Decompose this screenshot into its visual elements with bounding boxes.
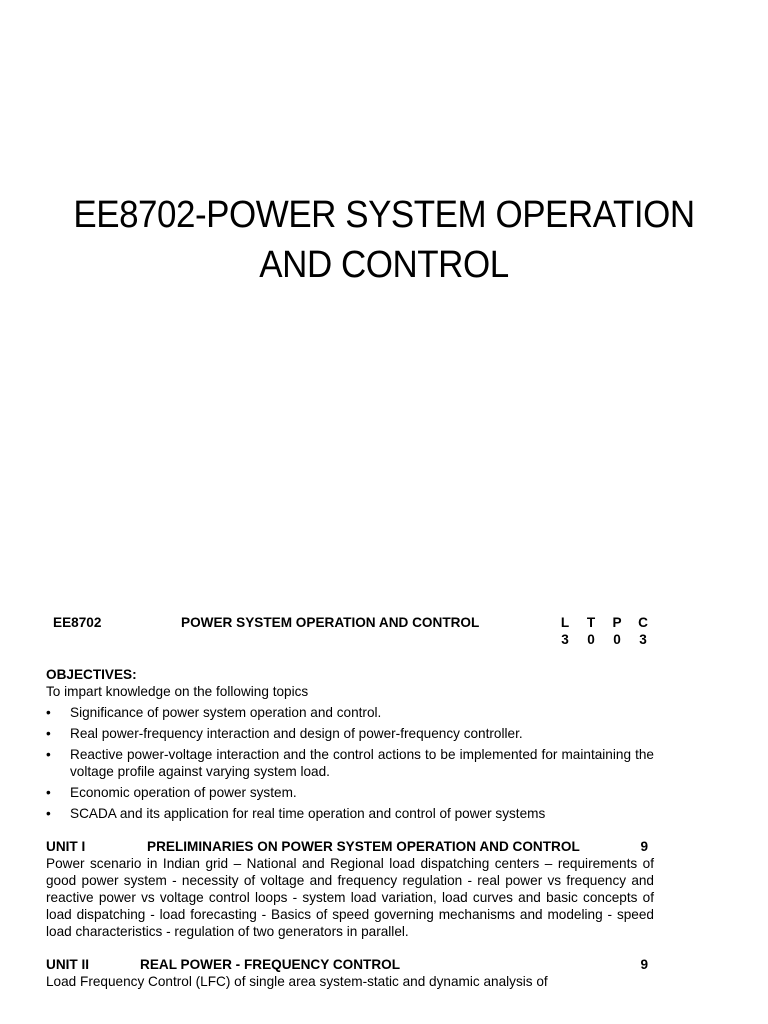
ltpc-value-l: 3 — [561, 632, 569, 647]
unit-1-header — [46, 838, 654, 855]
cover-title — [31, 190, 738, 290]
unit-2-header — [46, 956, 654, 973]
unit-2-body: Load Frequency Control (LFC) of single area system-static and dynamic analysis of — [46, 974, 548, 989]
bullet-icon: • — [46, 747, 51, 762]
unit-2-hours: 9 — [640, 957, 648, 972]
course-name: POWER SYSTEM OPERATION AND CONTROL — [181, 615, 480, 630]
list-item — [46, 704, 654, 721]
ltpc-header-t: T — [586, 615, 596, 630]
objective-text: Real power-frequency interaction and design of power-frequency controller. — [70, 726, 523, 741]
bullet-icon: • — [46, 806, 51, 821]
cover-title-line-1: EE8702-POWER SYSTEM OPERATION — [73, 194, 695, 236]
unit-2-label: UNIT II — [46, 957, 90, 972]
cover-title-line-2: AND CONTROL — [259, 244, 509, 286]
objectives-intro: To impart knowledge on the following topics — [46, 684, 309, 699]
ltpc-header-l: L — [560, 615, 570, 630]
objective-text: Reactive power-voltage interaction and the control actions to be implemented for maintaining the voltage profile against varying system load. — [70, 747, 654, 779]
objective-text: SCADA and its application for real time operation and control of power systems — [70, 806, 546, 821]
bullet-icon: • — [46, 785, 51, 800]
unit-1-label: UNIT I — [46, 839, 86, 854]
list-item — [46, 746, 654, 780]
ltpc-value-t: 0 — [587, 632, 595, 647]
objectives-list — [46, 704, 654, 822]
objectives-heading: OBJECTIVES: — [46, 667, 137, 682]
objective-text: Significance of power system operation and control. — [70, 705, 382, 720]
unit-1-hours: 9 — [640, 839, 648, 854]
list-item — [46, 784, 654, 801]
unit-1-title: PRELIMINARIES ON POWER SYSTEM OPERATION AND CONTROL — [147, 839, 580, 854]
ltpc-value-p: 0 — [613, 632, 621, 647]
objective-text: Economic operation of power system. — [70, 785, 297, 800]
bullet-icon: • — [46, 726, 51, 741]
ltpc-header-p: P — [612, 615, 622, 630]
list-item — [46, 725, 654, 742]
unit-1-body: Power scenario in Indian grid – National and Regional load dispatching centers – requirements of good power system - necessity of voltage and frequency regulation - real power vs frequency and reactive power vs voltage control loops - system load variation, load curves and basic concepts of load dispatching - load forecasting - Basics of speed governing mechanisms and modeling - speed load characteristics - regulation of two generators in parallel. — [46, 856, 654, 939]
unit-2-title: REAL POWER - FREQUENCY CONTROL — [140, 957, 401, 972]
ltpc-header-c: C — [638, 615, 648, 630]
bullet-icon: • — [46, 705, 51, 720]
list-item — [46, 805, 654, 822]
ltpc-value-c: 3 — [639, 632, 647, 647]
course-code: EE8702 — [53, 615, 102, 630]
course-header — [46, 614, 654, 650]
syllabus-document — [46, 614, 654, 990]
ltpc-table — [552, 614, 656, 648]
